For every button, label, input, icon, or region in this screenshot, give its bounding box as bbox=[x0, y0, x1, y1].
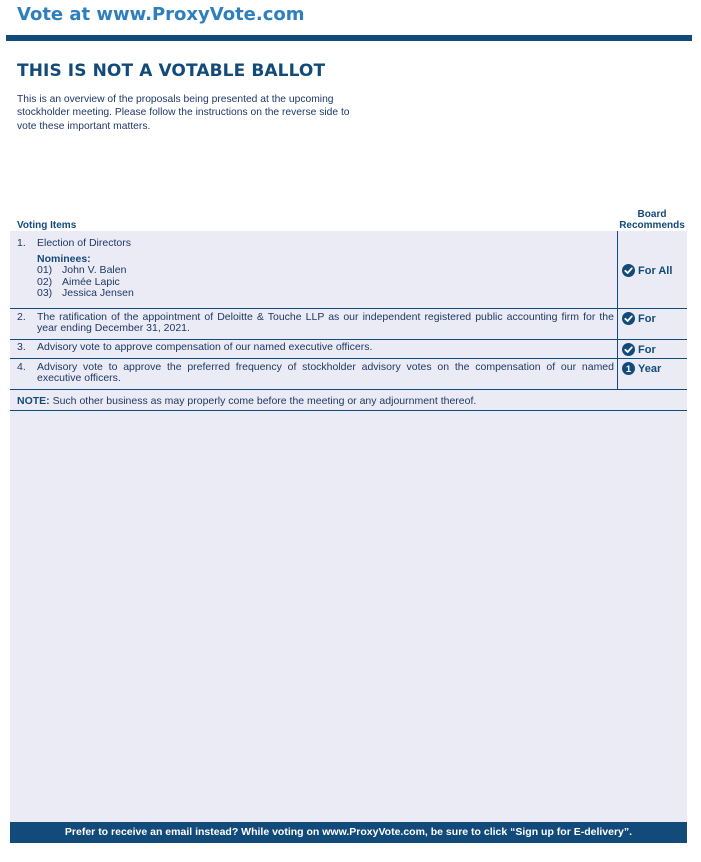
item-number: 1. bbox=[17, 237, 26, 249]
board-recommendation bbox=[622, 343, 656, 356]
nominee-name: Aimée Lapic bbox=[62, 275, 120, 288]
edelivery-footer: Prefer to receive an email instead? While voting on www.ProxyVote.com, be sure to click “Sign up for E-delivery”. bbox=[10, 822, 687, 843]
nominee bbox=[37, 265, 614, 276]
nominee bbox=[37, 288, 614, 299]
check-icon bbox=[622, 343, 635, 356]
recommendation-label: For bbox=[638, 343, 656, 356]
check-icon bbox=[622, 264, 635, 277]
intro-text: This is an overview of the proposals being presented at the upcoming stockholder meeting. Please follow the instructions on the reverse side to vote these important matters. bbox=[17, 94, 350, 132]
board-recommends-heading: Board Recommends bbox=[619, 209, 685, 231]
item-number: 4. bbox=[17, 361, 26, 373]
page-title: THIS IS NOT A VOTABLE BALLOT bbox=[17, 61, 326, 81]
nominee-name: Jessica Jensen bbox=[62, 286, 134, 299]
voting-item-row bbox=[10, 340, 687, 359]
item-number: 2. bbox=[17, 311, 26, 323]
note-row bbox=[10, 390, 687, 411]
note-label: NOTE: bbox=[17, 395, 50, 407]
voting-item-text-cell bbox=[10, 231, 618, 308]
nominee-number: 01) bbox=[37, 264, 53, 277]
one-icon bbox=[622, 362, 635, 375]
item-text: Election of Directors bbox=[37, 237, 131, 249]
item-text: Advisory vote to approve compensation of our named executive officers. bbox=[37, 341, 373, 353]
nominee-name: John V. Balen bbox=[62, 264, 127, 277]
voting-item-row bbox=[10, 309, 687, 340]
recommendation-label: For All bbox=[638, 264, 673, 277]
voting-items-heading: Voting Items bbox=[17, 220, 77, 231]
voting-item-row bbox=[10, 359, 687, 390]
item-text: The ratification of the appointment of Deloitte & Touche LLP as our independent registered public accounting firm for the year ending December 31, 2021. bbox=[37, 311, 614, 335]
board-recommendation bbox=[622, 264, 672, 277]
note bbox=[17, 395, 476, 407]
nominee-number: 02) bbox=[37, 275, 53, 288]
proxyvote-header-link[interactable]: Vote at www.ProxyVote.com bbox=[17, 4, 305, 25]
recommendation-label: Year bbox=[638, 362, 662, 375]
nominees-label: Nominees: bbox=[37, 253, 91, 266]
note-text: Such other business as may properly come before the meeting or any adjournment thereof. bbox=[49, 395, 477, 407]
voting-item-row bbox=[10, 231, 687, 309]
voting-item-text-cell bbox=[10, 359, 618, 389]
voting-item-text-cell bbox=[10, 340, 618, 358]
item-text: Advisory vote to approve the preferred frequency of stockholder advisory votes on the compensation of our named executive officers. bbox=[37, 361, 614, 385]
header-rule bbox=[6, 35, 692, 41]
voting-item-text-cell bbox=[10, 309, 618, 339]
recommendation-label: For bbox=[638, 312, 656, 325]
svg-text:1: 1 bbox=[625, 364, 632, 375]
item-number: 3. bbox=[17, 341, 26, 353]
board-recommendation bbox=[622, 312, 656, 325]
board-recommendation bbox=[622, 362, 661, 375]
check-icon bbox=[622, 312, 635, 325]
nominee-number: 03) bbox=[37, 286, 53, 299]
item-body bbox=[37, 238, 614, 299]
